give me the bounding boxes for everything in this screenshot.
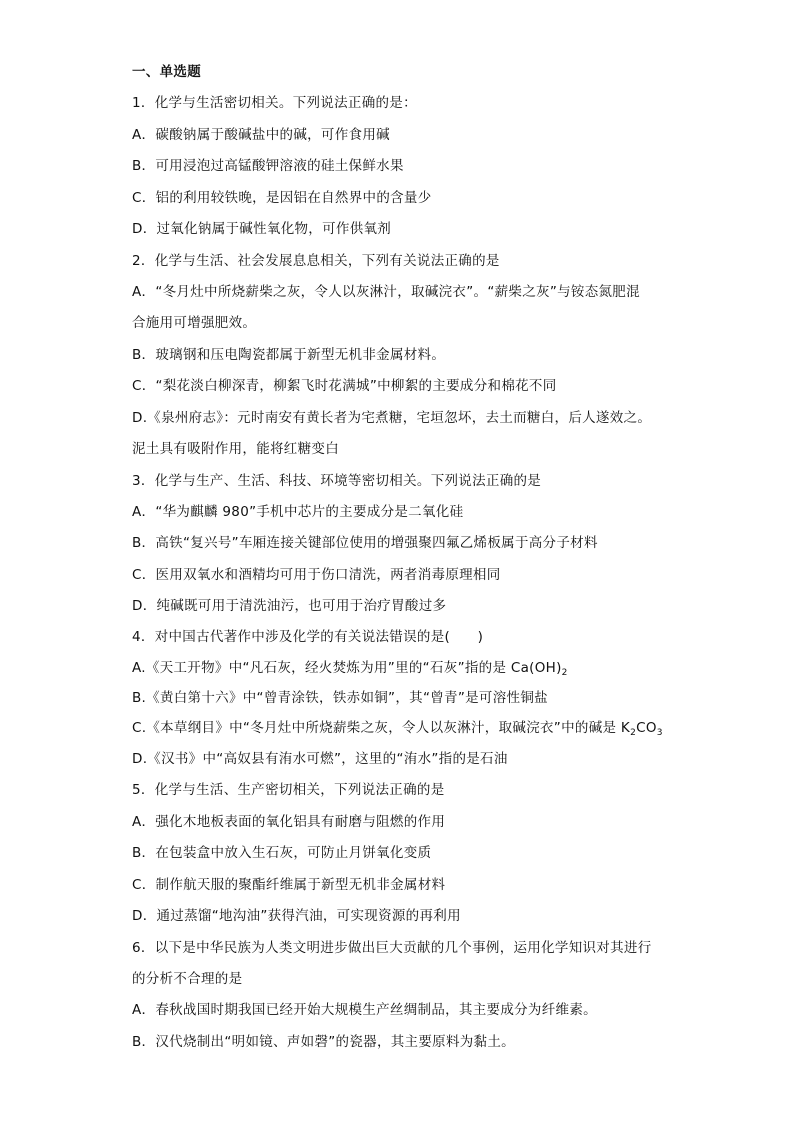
question-2-stem: 2．化学与生活、社会发展息息相关，下列有关说法正确的是 [132, 253, 500, 269]
formula-subscript: 2 [561, 668, 568, 678]
formula-text: CO [636, 720, 657, 736]
formula-subscript: 3 [656, 728, 663, 738]
question-5-option-c: C．制作航天服的聚酯纤维属于新型无机非金属材料 [132, 877, 446, 893]
question-3-option-d: D．纯碱既可用于清洗油污，也可用于治疗胃酸过多 [132, 598, 447, 614]
question-1-option-b: B．可用浸泡过高锰酸钾溶液的硅土保鲜水果 [132, 158, 404, 174]
question-1-option-c: C．铝的利用较铁晚，是因铝在自然界中的含量少 [132, 190, 432, 206]
question-5-stem: 5．化学与生活、生产密切相关，下列说法正确的是 [132, 782, 445, 798]
question-2-option-d-cont: 泥土具有吸附作用，能将红糖变白 [132, 441, 339, 457]
question-3-option-c: C．医用双氧水和酒精均可用于伤口清洗，两者消毒原理相同 [132, 567, 501, 583]
question-2-option-b: B．玻璃钢和压电陶瓷都属于新型无机非金属材料。 [132, 347, 446, 363]
question-4-option-c-text: C.《本草纲目》中“冬月灶中所烧薪柴之灰，令人以灰淋汁，取碱浣衣”中的碱是 K [132, 720, 631, 736]
question-1-option-d: D．过氧化钠属于碱性氧化物，可作供氧剂 [132, 221, 392, 237]
question-5-option-d: D．通过蒸馏“地沟油”获得汽油，可实现资源的再利用 [132, 908, 461, 924]
question-4-option-b: B.《黄白第十六》中“曾青涂铁，铁赤如铜”，其“曾青”是可溶性铜盐 [132, 690, 548, 706]
question-4-option-a-text: A.《天工开物》中“凡石灰，经火焚炼为用”里的“石灰”指的是 Ca(OH) [132, 660, 562, 676]
question-4-option-d: D.《汉书》中“高奴县有洧水可燃”，这里的“洧水”指的是石油 [132, 751, 508, 767]
question-6-option-b: B．汉代烧制出“明如镜、声如磬”的瓷器，其主要原料为黏土。 [132, 1034, 515, 1050]
question-3-option-b: B．高铁“复兴号”车厢连接关键部位使用的增强聚四氟乙烯板属于高分子材料 [132, 535, 598, 551]
question-2-option-d: D.《泉州府志》：元时南安有黄长者为宅煮糖，宅垣忽坏，去土而糖白，后人遂效之。 [132, 410, 652, 426]
question-5-option-b: B．在包装盒中放入生石灰，可防止月饼氧化变质 [132, 845, 432, 861]
question-4-option-a [132, 658, 568, 678]
question-4-option-c [132, 718, 663, 738]
question-2-option-a: A．“冬月灶中所烧薪柴之灰，令人以灰淋汁，取碱浣衣”。“薪柴之灰”与铵态氮肥混 [132, 284, 640, 300]
question-6-stem: 6．以下是中华民族为人类文明进步做出巨大贡献的几个事例，运用化学知识对其进行 [132, 940, 652, 956]
question-3-stem: 3．化学与生产、生活、科技、环境等密切相关。下列说法正确的是 [132, 473, 542, 489]
question-2-option-c: C．“梨花淡白柳深青，柳絮飞时花满城”中柳絮的主要成分和棉花不同 [132, 378, 557, 394]
question-4-stem: 4．对中国古代著作中涉及化学的有关说法错误的是( ) [132, 629, 484, 645]
question-3-option-a: A．“华为麒麟 980”手机中芯片的主要成分是二氧化硅 [132, 504, 464, 520]
question-6-stem-cont: 的分析不合理的是 [132, 971, 243, 987]
formula-subscript: 2 [630, 728, 637, 738]
question-6-option-a: A．春秋战国时期我国已经开始大规模生产丝绸制品，其主要成分为纤维素。 [132, 1002, 597, 1018]
question-1-option-a: A．碳酸钠属于酸碱盐中的碱，可作食用碱 [132, 127, 390, 143]
question-5-option-a: A．强化木地板表面的氧化铝具有耐磨与阻燃的作用 [132, 814, 446, 830]
section-title: 一、单选题 [132, 64, 201, 80]
question-1-stem: 1．化学与生活密切相关。下列说法正确的是： [132, 95, 417, 111]
question-2-option-a-cont: 合施用可增强肥效。 [132, 315, 257, 331]
